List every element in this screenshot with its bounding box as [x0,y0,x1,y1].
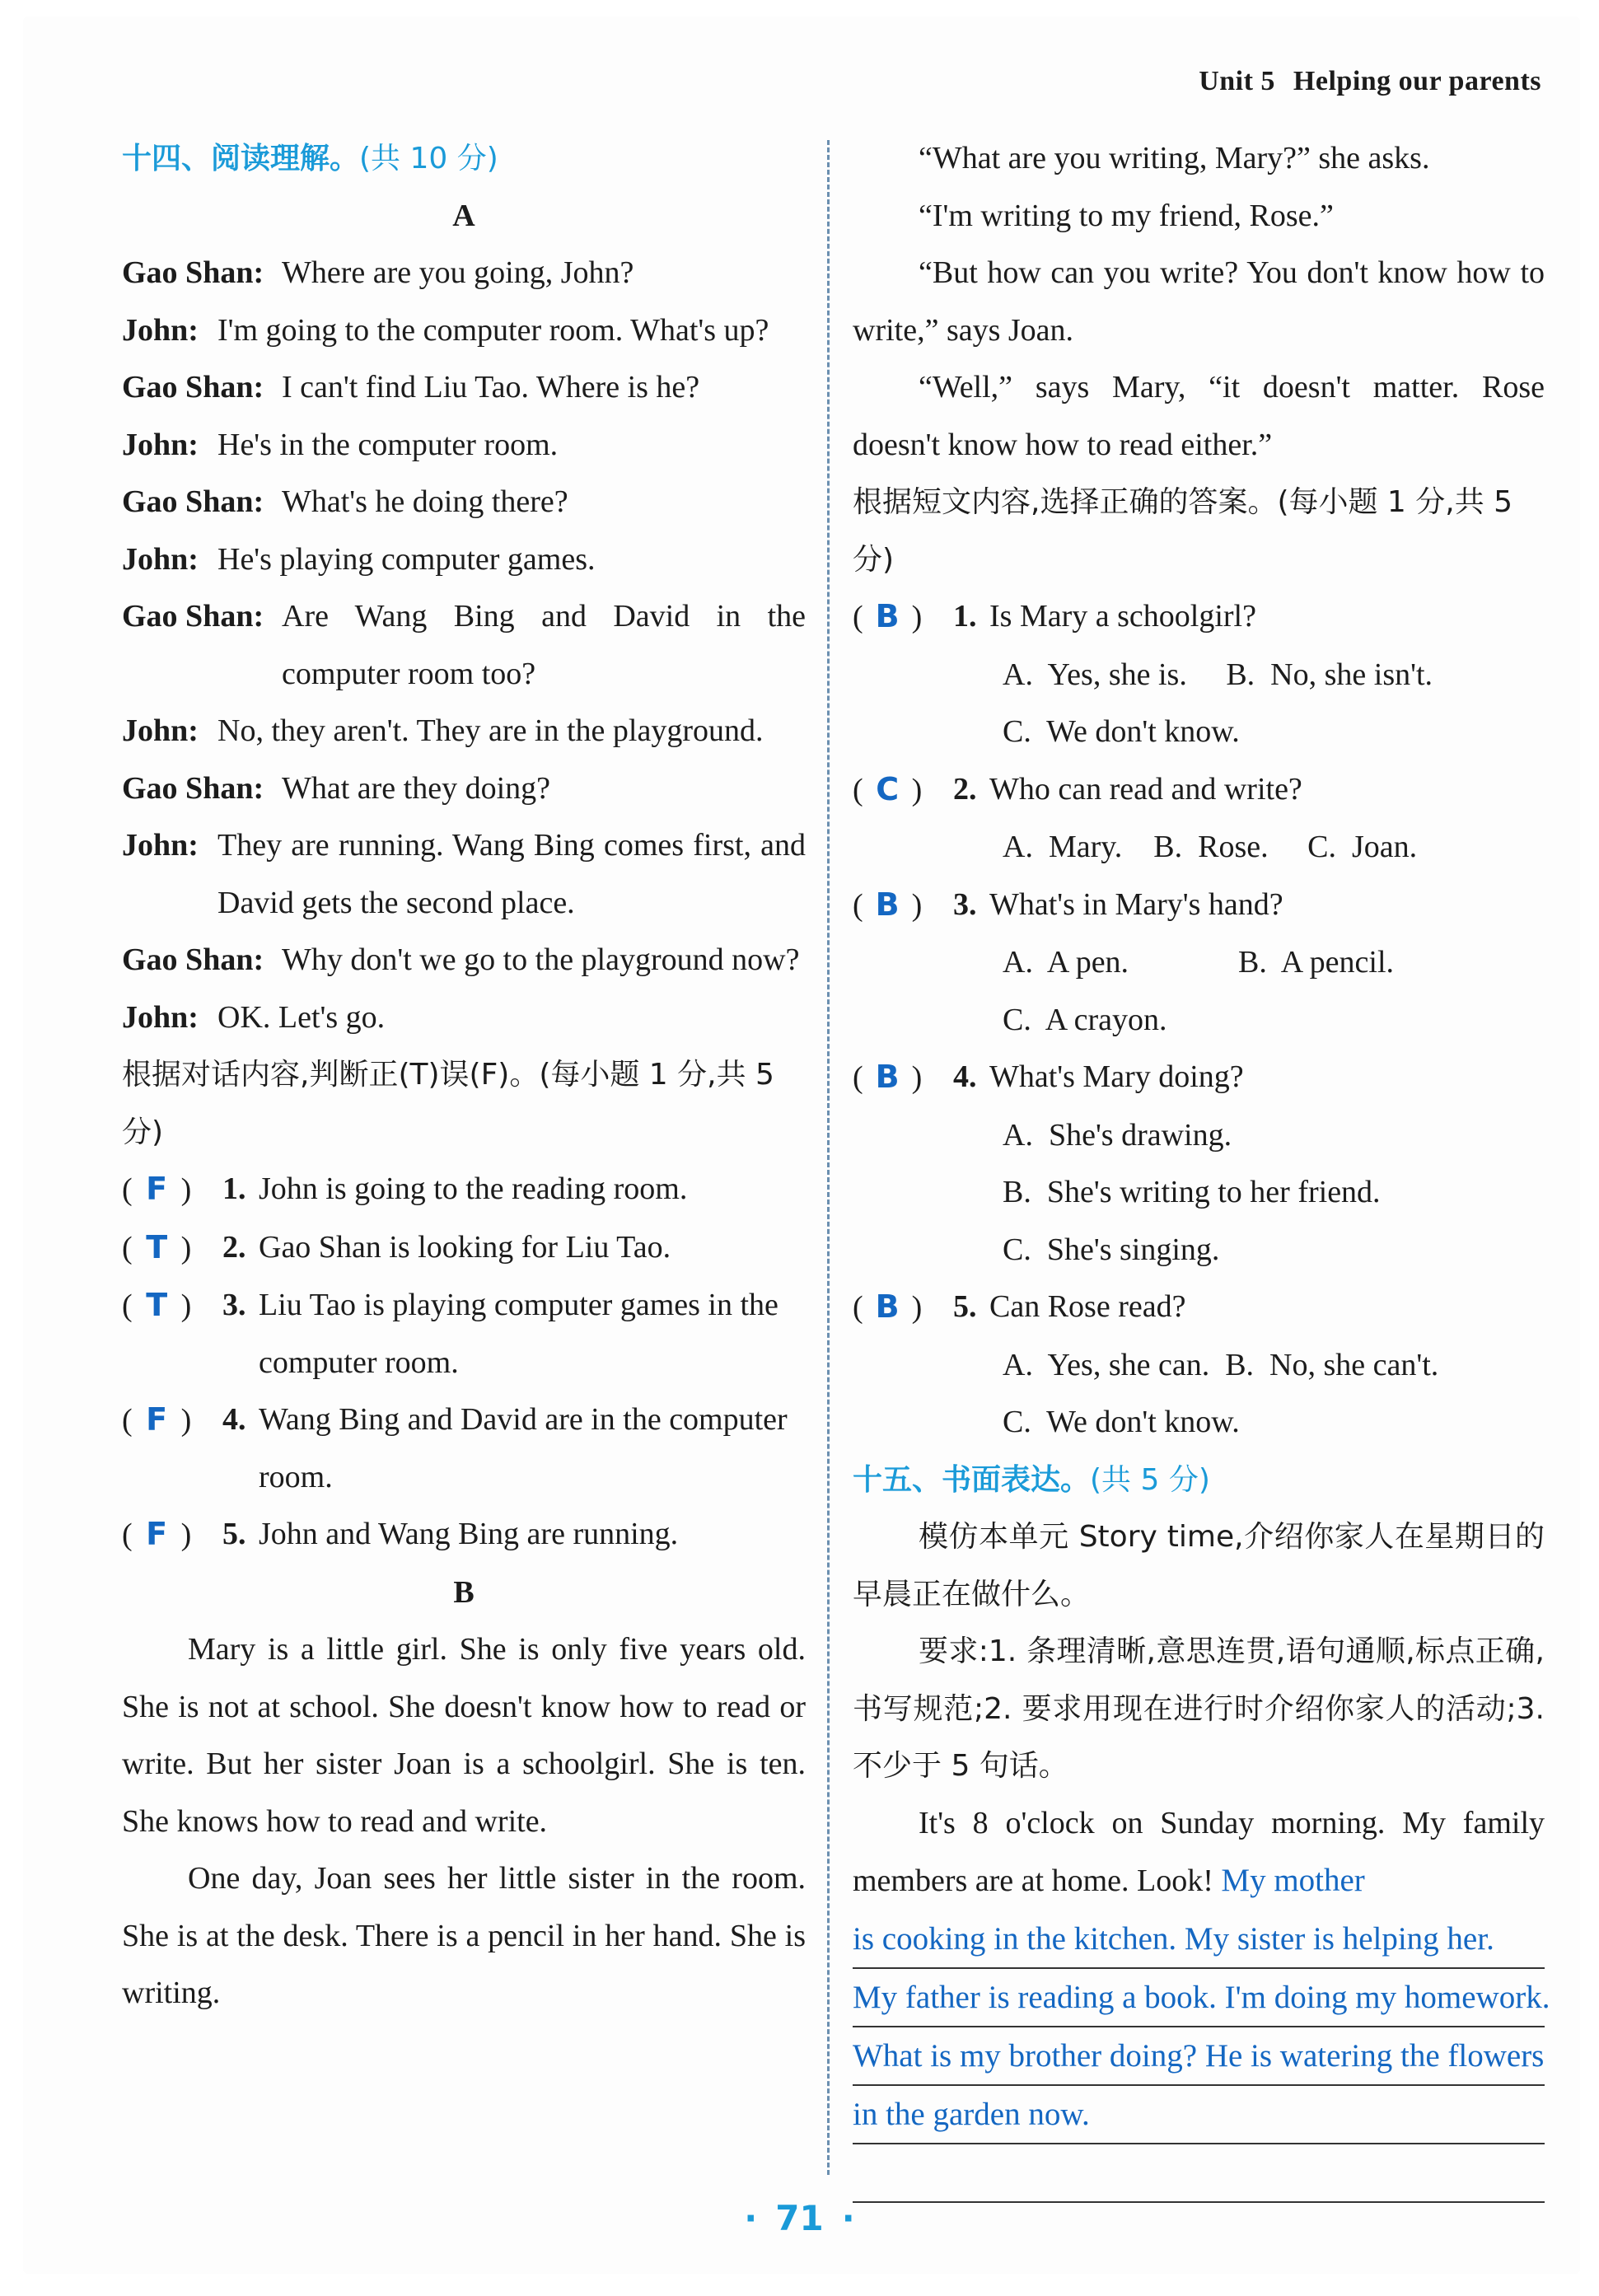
dialogue-line [122,588,806,703]
tf-question [122,1277,806,1391]
answer-options: C. We don't know. [1003,714,1240,749]
answer-options: A. She's drawing. [1003,1117,1232,1153]
dialogue-line [122,817,806,932]
dialogue-text: I'm going to the computer room. What's up? [217,312,769,348]
dialogue-text: I can't find Liu Tao. Where is he? [282,370,700,404]
speaker-name: John: [122,541,199,577]
partA-questions [122,1161,806,1564]
header-unit: Unit 5 [1199,66,1275,96]
section15-title: 十五、书面表达。(共 5 分) [853,1462,1210,1497]
answer-bracket: ( F ) [122,1161,222,1219]
section14-title: 十四、阅读理解。(共 10 分) [122,142,498,175]
question-text: What's in Mary's hand? [989,886,1283,922]
answer-mark: T [146,1228,168,1265]
dialogue-line [122,302,806,360]
mc-question [853,1049,1545,1107]
passage-paragraph-4: “I'm writing to my friend, Rose.” [919,198,1334,233]
header-title: Helping our parents [1293,66,1541,96]
dialogue-text: He's in the computer room. [217,427,559,462]
speaker-name: Gao Shan: [122,370,264,404]
answer-options: C. She's singing. [1003,1232,1220,1267]
answer-mark: F [146,1516,168,1552]
partA-instruction: 根据对话内容,判断正(T)误(F)。(每小题 1 分,共 5 分) [122,1058,774,1149]
answer-options: A. Mary. B. Rose. C. Joan. [1003,830,1418,864]
answer-bracket: ( T ) [122,1277,222,1391]
dialogue-line [122,760,806,818]
passage-paragraph-6: “Well,” says Mary, “it doesn't matter. Rose doesn't know how to read either.” [853,370,1545,462]
question-number: 5. [222,1517,246,1551]
answer-bracket: ( B ) [853,877,953,935]
handwritten-line-4: in the garden now. [853,2086,1545,2144]
answer-mark: F [146,1171,168,1207]
answer-bracket: ( F ) [122,1506,222,1564]
dialogue-text: OK. Let's go. [217,999,386,1035]
dialogue-line [122,359,806,417]
dialogue-line [122,531,806,589]
answer-mark: B [875,1288,900,1325]
question-number: 4. [222,1402,246,1437]
question-number: 3. [953,886,977,922]
dialogue-line [122,989,806,1047]
running-header [1199,66,1541,97]
question-text: John is going to the reading room. [259,1171,688,1206]
dialogue-text: Where are you going, John? [282,255,634,290]
question-number: 5. [953,1289,977,1324]
question-number: 1. [222,1171,246,1206]
dialogue-text: What's he doing there? [282,484,568,519]
speaker-name: Gao Shan: [122,599,264,634]
speaker-name: John: [122,999,199,1035]
passage-paragraph-5: “But how can you write? You don't know how to write,” says Joan. [853,255,1545,348]
answer-options: A. Yes, she is. B. No, she isn't. [1003,657,1433,692]
answer-bracket: ( C ) [853,761,953,820]
question-text: Wang Bing and David are in the computer room. [259,1402,788,1494]
answer-mark: C [876,770,900,807]
answer-mark: T [146,1287,168,1323]
question-number: 2. [953,771,977,807]
answer-bracket: ( F ) [122,1391,222,1506]
tf-question [122,1506,806,1564]
question-text: Who can read and write? [989,771,1302,807]
answer-bracket: ( B ) [853,588,953,647]
question-text: What's Mary doing? [989,1059,1244,1094]
handwritten-line-3: What is my brother doing? He is watering the flowers [853,2027,1545,2086]
speaker-name: John: [122,427,199,462]
dialogue-text: He's playing computer games. [217,541,596,577]
question-number: 1. [953,599,977,634]
right-column [853,130,1550,2203]
handwritten-line-2: My father is reading a book. I'm doing my homework. [853,1969,1545,2027]
speaker-name: John: [122,828,199,863]
mc-question [853,1279,1545,1337]
partB-questions [853,588,1545,1452]
answer-options: A. Yes, she can. B. No, she can't. [1003,1347,1439,1382]
speaker-name: John: [122,312,199,348]
question-text: Gao Shan is looking for Liu Tao. [259,1229,671,1265]
partA-label: A [452,198,475,233]
dialogue-text: They are running. Wang Bing comes first, and David gets the second place. [217,828,806,920]
question-number: 3. [222,1288,246,1322]
speaker-name: Gao Shan: [122,770,264,806]
column-divider [827,140,830,2175]
dialogue-text: Are Wang Bing and David in the computer room too? [282,599,806,691]
writing-prompt: 模仿本单元 Story time,介绍你家人在星期日的早晨正在做什么。 [853,1520,1545,1611]
dialogue-line [122,703,806,760]
speaker-name: Gao Shan: [122,255,264,290]
dialogue-line [122,417,806,475]
question-number: 4. [953,1059,977,1094]
mc-question [853,761,1545,820]
dialogue-line [122,245,806,302]
dialogue-line [122,932,806,989]
tf-question [122,1219,806,1278]
speaker-name: Gao Shan: [122,484,264,519]
dialogue [122,245,806,1046]
answer-bracket: ( T ) [122,1219,222,1278]
writing-starter [853,1795,1545,1910]
passage-paragraph-3: “What are you writing, Mary?” she asks. [919,141,1430,175]
dialogue-text: What are they doing? [282,770,551,806]
left-column [122,130,806,2022]
partB-label: B [453,1574,475,1610]
dialogue-text: Why don't we go to the playground now? [282,942,800,977]
question-text: John and Wang Bing are running. [259,1517,679,1551]
answer-mark: F [146,1401,168,1438]
answer-options: C. We don't know. [1003,1405,1240,1439]
answer-mark: B [875,598,900,634]
handwritten-line-1: is cooking in the kitchen. My sister is helping her. [853,1910,1545,1969]
passage-paragraph-2: One day, Joan sees her little sister in the room. She is at the desk. There is a pencil in her hand. She is writing. [122,1861,806,2010]
tf-question [122,1161,806,1219]
answer-bracket: ( B ) [853,1279,953,1337]
answer-bracket: ( B ) [853,1049,953,1107]
question-number: 2. [222,1229,246,1265]
dialogue-text: No, they aren't. They are in the playground. [217,713,764,748]
answer-mark: B [875,1059,900,1095]
answer-options: C. A crayon. [1003,1002,1167,1037]
question-text: Can Rose read? [989,1289,1186,1324]
partB-instruction: 根据短文内容,选择正确的答案。(每小题 1 分,共 5 分) [853,485,1513,577]
speaker-name: Gao Shan: [122,942,264,977]
blank-writing-line [853,2144,1545,2203]
question-text: Is Mary a schoolgirl? [989,599,1256,634]
dialogue-line [122,474,806,531]
speaker-name: John: [122,713,199,748]
mc-question [853,588,1545,647]
mc-question [853,877,1545,935]
passage-paragraph-1: Mary is a little girl. She is only five years old. She is not at school. She doesn't know how to read or write. But her sister Joan is a schoolgirl. She is ten. She knows how to read and write. [122,1632,806,1839]
answer-options: B. She's writing to her friend. [1003,1175,1381,1209]
question-text: Liu Tao is playing computer games in the computer room. [259,1288,778,1380]
tf-question [122,1391,806,1506]
answer-mark: B [875,886,900,923]
page-number: · 71 · [744,2198,855,2238]
answer-options: A. A pen. B. A pencil. [1003,945,1394,980]
starter-text: It's 8 o'clock on Sunday morning. My family members are at home. Look! [853,1805,1545,1898]
writing-requirements: 要求:1. 条理清晰,意思连贯,语句通顺,标点正确,书写规范;2. 要求用现在进行时介绍你家人的活动;3. 不少于 5 句话。 [853,1634,1545,1783]
handwritten-line-0: My mother [1221,1863,1365,1898]
